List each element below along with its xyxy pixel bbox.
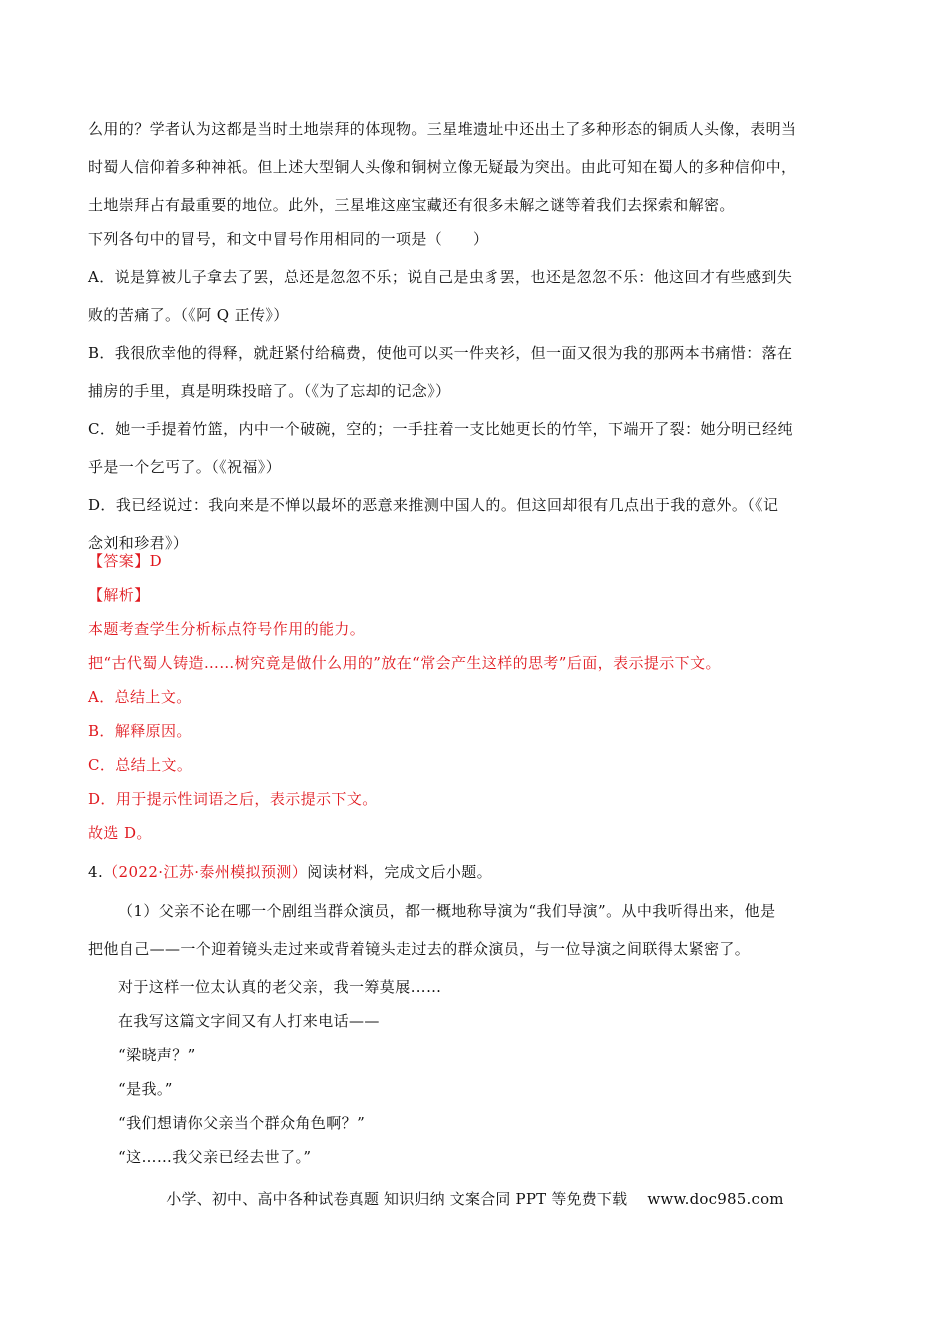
option-c-line2: 乎是一个乞丐了。（《祝福》）: [88, 458, 282, 476]
analysis-conclusion: 故选 D。: [88, 824, 152, 842]
passage4-line: 在我写这篇文字间又有人打来电话——: [118, 1012, 380, 1030]
analysis-line: D．用于提示性词语之后，表示提示下文。: [88, 790, 378, 808]
footer-text: 小学、初中、高中各种试卷真题 知识归纳 文案合同 PPT 等免费下载: [166, 1190, 628, 1208]
analysis-line: 把“古代蜀人铸造……树究竟是做什么用的”放在“常会产生这样的思考”后面，表示提示下文。: [88, 654, 721, 672]
option-d-line2: 念刘和珍君》）: [88, 534, 189, 552]
answer-line: [88, 544, 858, 578]
analysis-line: A．总结上文。: [88, 688, 192, 706]
passage4-line: （1）父亲不论在哪一个剧组当群众演员，都一概地称导演为“我们导演”。从中我听得出来，他是: [118, 902, 776, 920]
question-block: [88, 222, 858, 256]
answer-value: D: [149, 552, 163, 570]
question-text: 下列各句中的冒号，和文中冒号作用相同的一项是（ ）: [88, 230, 489, 248]
option-a-line2: 败的苦痛了。（《阿 Q 正传》）: [88, 306, 289, 324]
option-b-line1: B．我很欣幸他的得释，就赶紧付给稿费，使他可以买一件夹衫，但一面又很为我的那两本书痛惜：落在: [88, 344, 793, 362]
analysis-label: 【解析】: [88, 586, 150, 604]
passage-line: 土地崇拜占有最重要的地位。此外，三星堆这座宝藏还有很多未解之谜等着我们去探索和解密。: [88, 196, 735, 214]
option-d-line1: D．我已经说过：我向来是不惮以最坏的恶意来推测中国人的。但这回却很有几点出于我的意外。（《记: [88, 496, 779, 514]
passage4-line: “我们想请你父亲当个群众角色啊？”: [118, 1114, 366, 1132]
passage4-line: 对于这样一位太认真的老父亲，我一筹莫展……: [118, 978, 442, 996]
analysis-line: 本题考查学生分析标点符号作用的能力。: [88, 620, 366, 638]
passage-line: 时蜀人信仰着多种神祇。但上述大型铜人头像和铜树立像无疑最为突出。由此可知在蜀人的多种信仰中，: [88, 158, 797, 176]
top-passage: [88, 110, 858, 224]
option-c-line1: C．她一手提着竹篮，内中一个破碗，空的；一手拄着一支比她更长的竹竿，下端开了裂：她分明已经纯: [88, 420, 793, 438]
passage4-rest: [88, 970, 858, 1174]
question4-source: （2022·江苏·泰州模拟预测）: [103, 863, 308, 881]
question4-number: 4.: [88, 863, 104, 881]
options-block: [88, 258, 858, 562]
passage4-line: “是我。”: [118, 1080, 173, 1098]
passage4-line: “这……我父亲已经去世了。”: [118, 1148, 312, 1166]
passage4-line: “梁晓声？”: [118, 1046, 196, 1064]
question4-heading: [88, 855, 858, 889]
passage-line: 么用的？学者认为这都是当时土地崇拜的体现物。三星堆遗址中还出土了多种形态的铜质人头像，表明当: [88, 120, 797, 138]
option-b-line2: 捕房的手里，真是明珠投暗了。（《为了忘却的记念》）: [88, 382, 451, 400]
question4-instruction: 阅读材料，完成文后小题。: [307, 863, 493, 881]
answer-analysis-block: [88, 544, 858, 850]
answer-label: 【答案】: [88, 552, 150, 570]
analysis-line: C．总结上文。: [88, 756, 193, 774]
page-footer: [0, 1188, 950, 1209]
footer-site-link[interactable]: www.doc985.com: [647, 1190, 784, 1208]
passage4-first: [88, 892, 858, 968]
option-a-line1: A．说是算被儿子拿去了罢，总还是忽忽不乐；说自己是虫豸罢，也还是忽忽不乐：他这回才有些感到失: [88, 268, 793, 286]
analysis-line: B．解释原因。: [88, 722, 192, 740]
passage4-line: 把他自己——一个迎着镜头走过来或背着镜头走过去的群众演员，与一位导演之间联得太紧密了。: [88, 940, 751, 958]
